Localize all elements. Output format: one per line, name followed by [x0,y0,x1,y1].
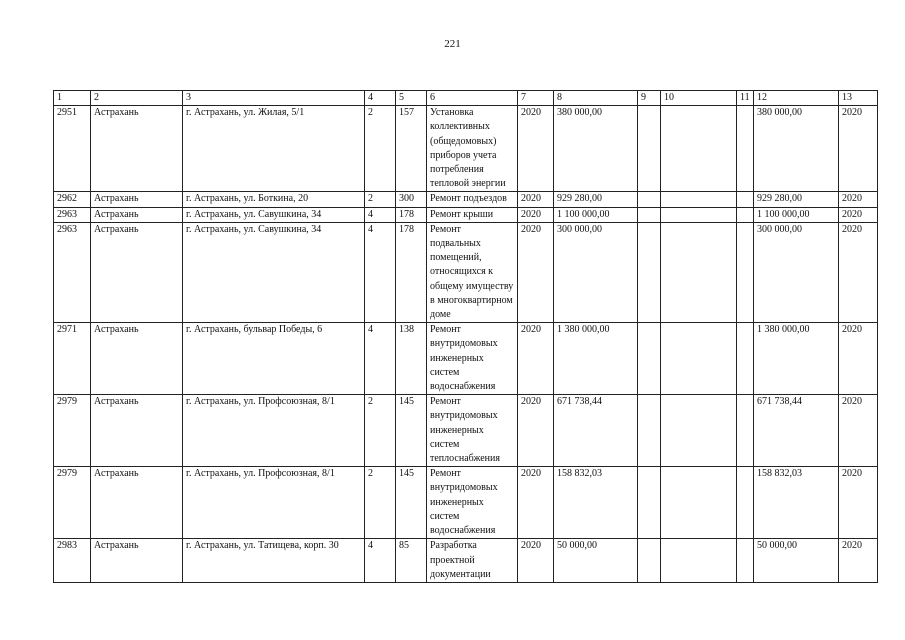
year-cell: 2020 [518,222,554,322]
col5-cell: 178 [396,222,427,322]
col13-cell: 2020 [839,395,878,467]
year-cell: 2020 [518,323,554,395]
col10-cell [661,207,737,222]
col11-cell [737,106,754,192]
total-cost-cell: 1 380 000,00 [554,323,638,395]
col12-cell: 929 280,00 [754,192,839,207]
year-cell: 2020 [518,539,554,583]
col9-cell [638,467,661,539]
col4-cell: 4 [365,539,396,583]
work-type-cell: Ремонт подъездов [427,192,518,207]
col11-cell [737,467,754,539]
col5-cell: 145 [396,467,427,539]
col13-cell: 2020 [839,192,878,207]
table-row [54,192,878,207]
header-row [54,91,878,106]
header-cell: 13 [839,91,878,106]
col5-cell: 138 [396,323,427,395]
year-cell: 2020 [518,192,554,207]
col11-cell [737,539,754,583]
total-cost-cell: 50 000,00 [554,539,638,583]
table-row [54,467,878,539]
col12-cell: 50 000,00 [754,539,839,583]
work-type-cell: Ремонт подвальных помещений, относящихся к общему имуществу в многоквартирном доме [427,222,518,322]
col4-cell: 2 [365,395,396,467]
object-id-cell: 2971 [54,323,91,395]
header-cell: 2 [91,91,183,106]
col9-cell [638,207,661,222]
address-cell: г. Астрахань, ул. Савушкина, 34 [183,207,365,222]
col11-cell [737,323,754,395]
col12-cell: 671 738,44 [754,395,839,467]
col12-cell: 158 832,03 [754,467,839,539]
address-cell: г. Астрахань, ул. Боткина, 20 [183,192,365,207]
address-cell: г. Астрахань, ул. Татищева, корп. 30 [183,539,365,583]
col9-cell [638,323,661,395]
table-row [54,106,878,192]
total-cost-cell: 380 000,00 [554,106,638,192]
address-cell: г. Астрахань, ул. Жилая, 5/1 [183,106,365,192]
city-cell: Астрахань [91,207,183,222]
object-id-cell: 2979 [54,395,91,467]
object-id-cell: 2963 [54,222,91,322]
col12-cell: 1 100 000,00 [754,207,839,222]
city-cell: Астрахань [91,106,183,192]
col10-cell [661,192,737,207]
total-cost-cell: 158 832,03 [554,467,638,539]
col5-cell: 178 [396,207,427,222]
col4-cell: 2 [365,192,396,207]
col9-cell [638,106,661,192]
col13-cell: 2020 [839,207,878,222]
col4-cell: 4 [365,222,396,322]
col13-cell: 2020 [839,467,878,539]
total-cost-cell: 300 000,00 [554,222,638,322]
col10-cell [661,467,737,539]
work-type-cell: Ремонт внутридомовых инженерных систем водоснабжения [427,323,518,395]
header-cell: 9 [638,91,661,106]
address-cell: г. Астрахань, бульвар Победы, 6 [183,323,365,395]
table-row [54,207,878,222]
year-cell: 2020 [518,395,554,467]
col5-cell: 157 [396,106,427,192]
header-cell: 3 [183,91,365,106]
header-cell: 10 [661,91,737,106]
col9-cell [638,395,661,467]
col11-cell [737,207,754,222]
col13-cell: 2020 [839,106,878,192]
header-cell: 1 [54,91,91,106]
header-cell: 4 [365,91,396,106]
work-type-cell: Разработка проектной документации [427,539,518,583]
col12-cell: 1 380 000,00 [754,323,839,395]
city-cell: Астрахань [91,395,183,467]
work-type-cell: Ремонт крыши [427,207,518,222]
address-cell: г. Астрахань, ул. Савушкина, 34 [183,222,365,322]
total-cost-cell: 1 100 000,00 [554,207,638,222]
total-cost-cell: 929 280,00 [554,192,638,207]
city-cell: Астрахань [91,222,183,322]
object-id-cell: 2962 [54,192,91,207]
table-row [54,395,878,467]
table-row [54,323,878,395]
col9-cell [638,539,661,583]
col10-cell [661,395,737,467]
object-id-cell: 2983 [54,539,91,583]
col10-cell [661,323,737,395]
col9-cell [638,222,661,322]
col5-cell: 85 [396,539,427,583]
year-cell: 2020 [518,207,554,222]
col12-cell: 300 000,00 [754,222,839,322]
object-id-cell: 2951 [54,106,91,192]
total-cost-cell: 671 738,44 [554,395,638,467]
col4-cell: 4 [365,323,396,395]
city-cell: Астрахань [91,539,183,583]
col10-cell [661,539,737,583]
col13-cell: 2020 [839,323,878,395]
col9-cell [638,192,661,207]
col10-cell [661,222,737,322]
header-cell: 8 [554,91,638,106]
page-number: 221 [444,38,461,50]
city-cell: Астрахань [91,467,183,539]
object-id-cell: 2979 [54,467,91,539]
col4-cell: 2 [365,106,396,192]
repair-program-table [53,90,878,583]
col11-cell [737,222,754,322]
col13-cell: 2020 [839,539,878,583]
col11-cell [737,192,754,207]
col4-cell: 2 [365,467,396,539]
col4-cell: 4 [365,207,396,222]
work-type-cell: Установка коллективных (общедомовых) приборов учета потребления тепловой энергии [427,106,518,192]
city-cell: Астрахань [91,323,183,395]
table-row [54,222,878,322]
header-cell: 5 [396,91,427,106]
header-cell: 7 [518,91,554,106]
city-cell: Астрахань [91,192,183,207]
year-cell: 2020 [518,106,554,192]
col13-cell: 2020 [839,222,878,322]
work-type-cell: Ремонт внутридомовых инженерных систем водоснабжения [427,467,518,539]
col12-cell: 380 000,00 [754,106,839,192]
address-cell: г. Астрахань, ул. Профсоюзная, 8/1 [183,467,365,539]
year-cell: 2020 [518,467,554,539]
header-cell: 11 [737,91,754,106]
col5-cell: 145 [396,395,427,467]
col10-cell [661,106,737,192]
header-cell: 6 [427,91,518,106]
work-type-cell: Ремонт внутридомовых инженерных систем теплоснабжения [427,395,518,467]
col11-cell [737,395,754,467]
header-cell: 12 [754,91,839,106]
object-id-cell: 2963 [54,207,91,222]
address-cell: г. Астрахань, ул. Профсоюзная, 8/1 [183,395,365,467]
col5-cell: 300 [396,192,427,207]
table-row [54,539,878,583]
